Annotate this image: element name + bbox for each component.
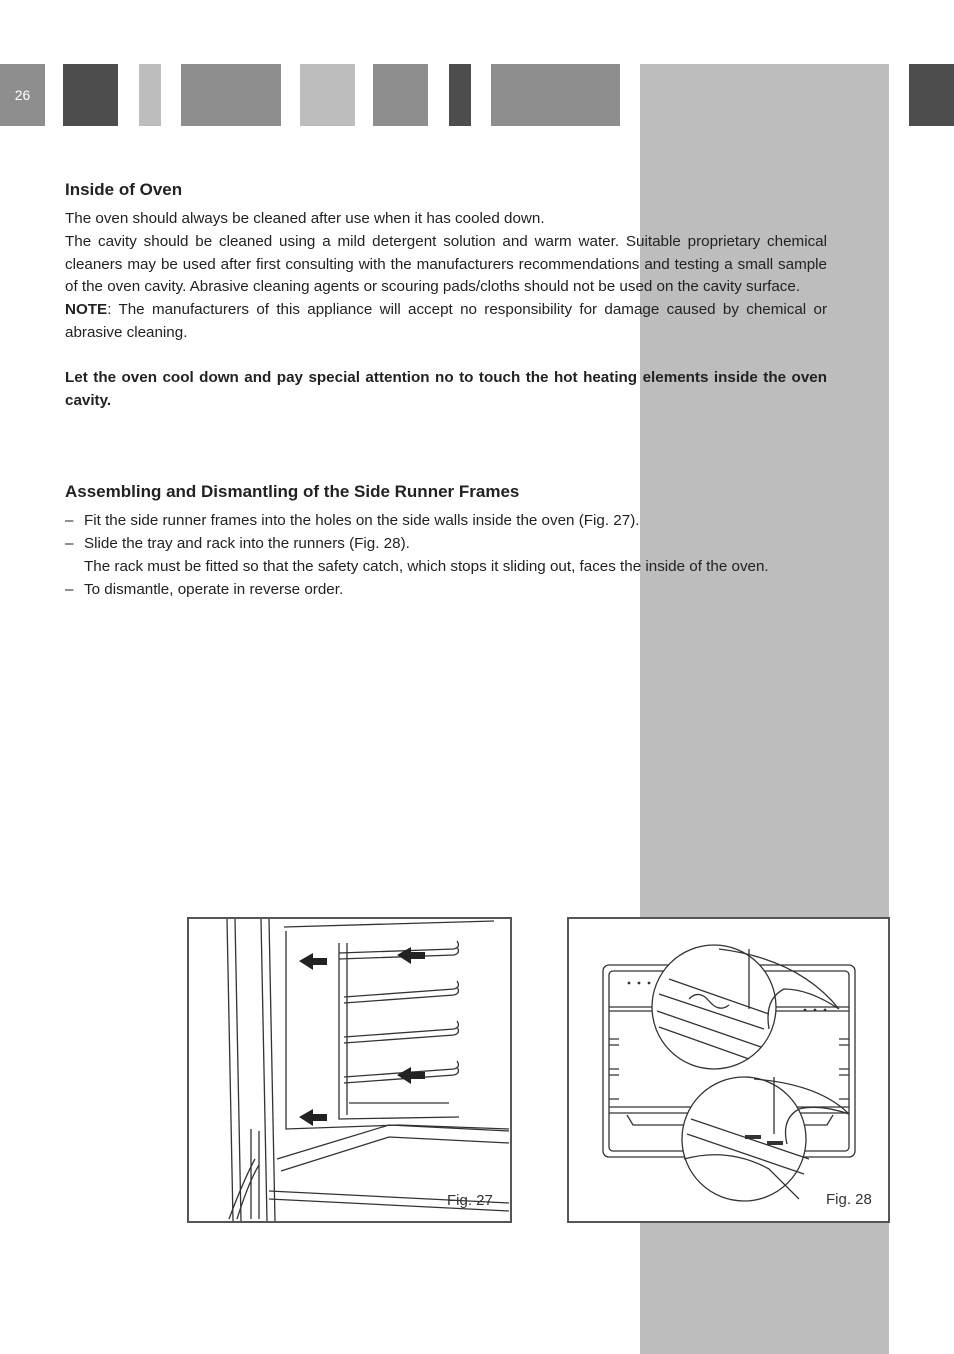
- note-text: : The manufacturers of this appliance will accept no responsibility for damage caused by chemical or abrasive cleaning.: [65, 301, 827, 341]
- note-paragraph: [65, 299, 827, 345]
- figure-28: [567, 917, 890, 1223]
- page-number: 26: [0, 64, 45, 126]
- header-tab-7: [491, 64, 620, 126]
- warning-paragraph: Let the oven cool down and pay special attention no to touch the hot heating elements inside the oven cavity.: [65, 368, 827, 409]
- oven-side-runner-illustration: [189, 919, 510, 1221]
- header-tab-8: [909, 64, 954, 126]
- paragraph-cavity-cleaning: The cavity should be cleaned using a mild detergent solution and warm water. Suitable proprietary chemical cleaners may be used after first consulting with the manufacturers recommendations and testing a small sample of the oven cavity. Abrasive cleaning agents or scouring pads/cloths should not be used on the cavity surface.: [65, 232, 827, 296]
- header-tab-4: [300, 64, 355, 126]
- instruction-list: [65, 510, 827, 601]
- header-tab-2: [139, 64, 161, 126]
- section-title-side-runners: Assembling and Dismantling of the Side Runner Frames: [65, 482, 520, 502]
- list-item: – To dismantle, operate in reverse order.: [65, 579, 827, 602]
- section-title-inside-oven: Inside of Oven: [65, 180, 183, 199]
- list-item: – Fit the side runner frames into the holes on the side walls inside the oven (Fig. 27).: [65, 510, 827, 533]
- header-tab-5: [373, 64, 428, 126]
- list-item: The rack must be fitted so that the safety catch, which stops it sliding out, faces the inside of the oven.: [84, 557, 769, 575]
- header-tab-6: [449, 64, 471, 126]
- figure-27: [187, 917, 512, 1223]
- paragraph-cleaning-after-use: The oven should always be cleaned after use when it has cooled down.: [65, 210, 545, 227]
- header-tab-3: [181, 64, 281, 126]
- figure-27-caption: Fig. 27: [447, 1192, 493, 1209]
- oven-rack-tray-illustration: [569, 919, 888, 1221]
- note-label: NOTE: [65, 301, 108, 319]
- main-content: [65, 178, 827, 602]
- figure-28-caption: Fig. 28: [826, 1191, 872, 1208]
- list-item: – Slide the tray and rack into the runners (Fig. 28).: [65, 533, 827, 556]
- header-tab-1: [63, 64, 118, 126]
